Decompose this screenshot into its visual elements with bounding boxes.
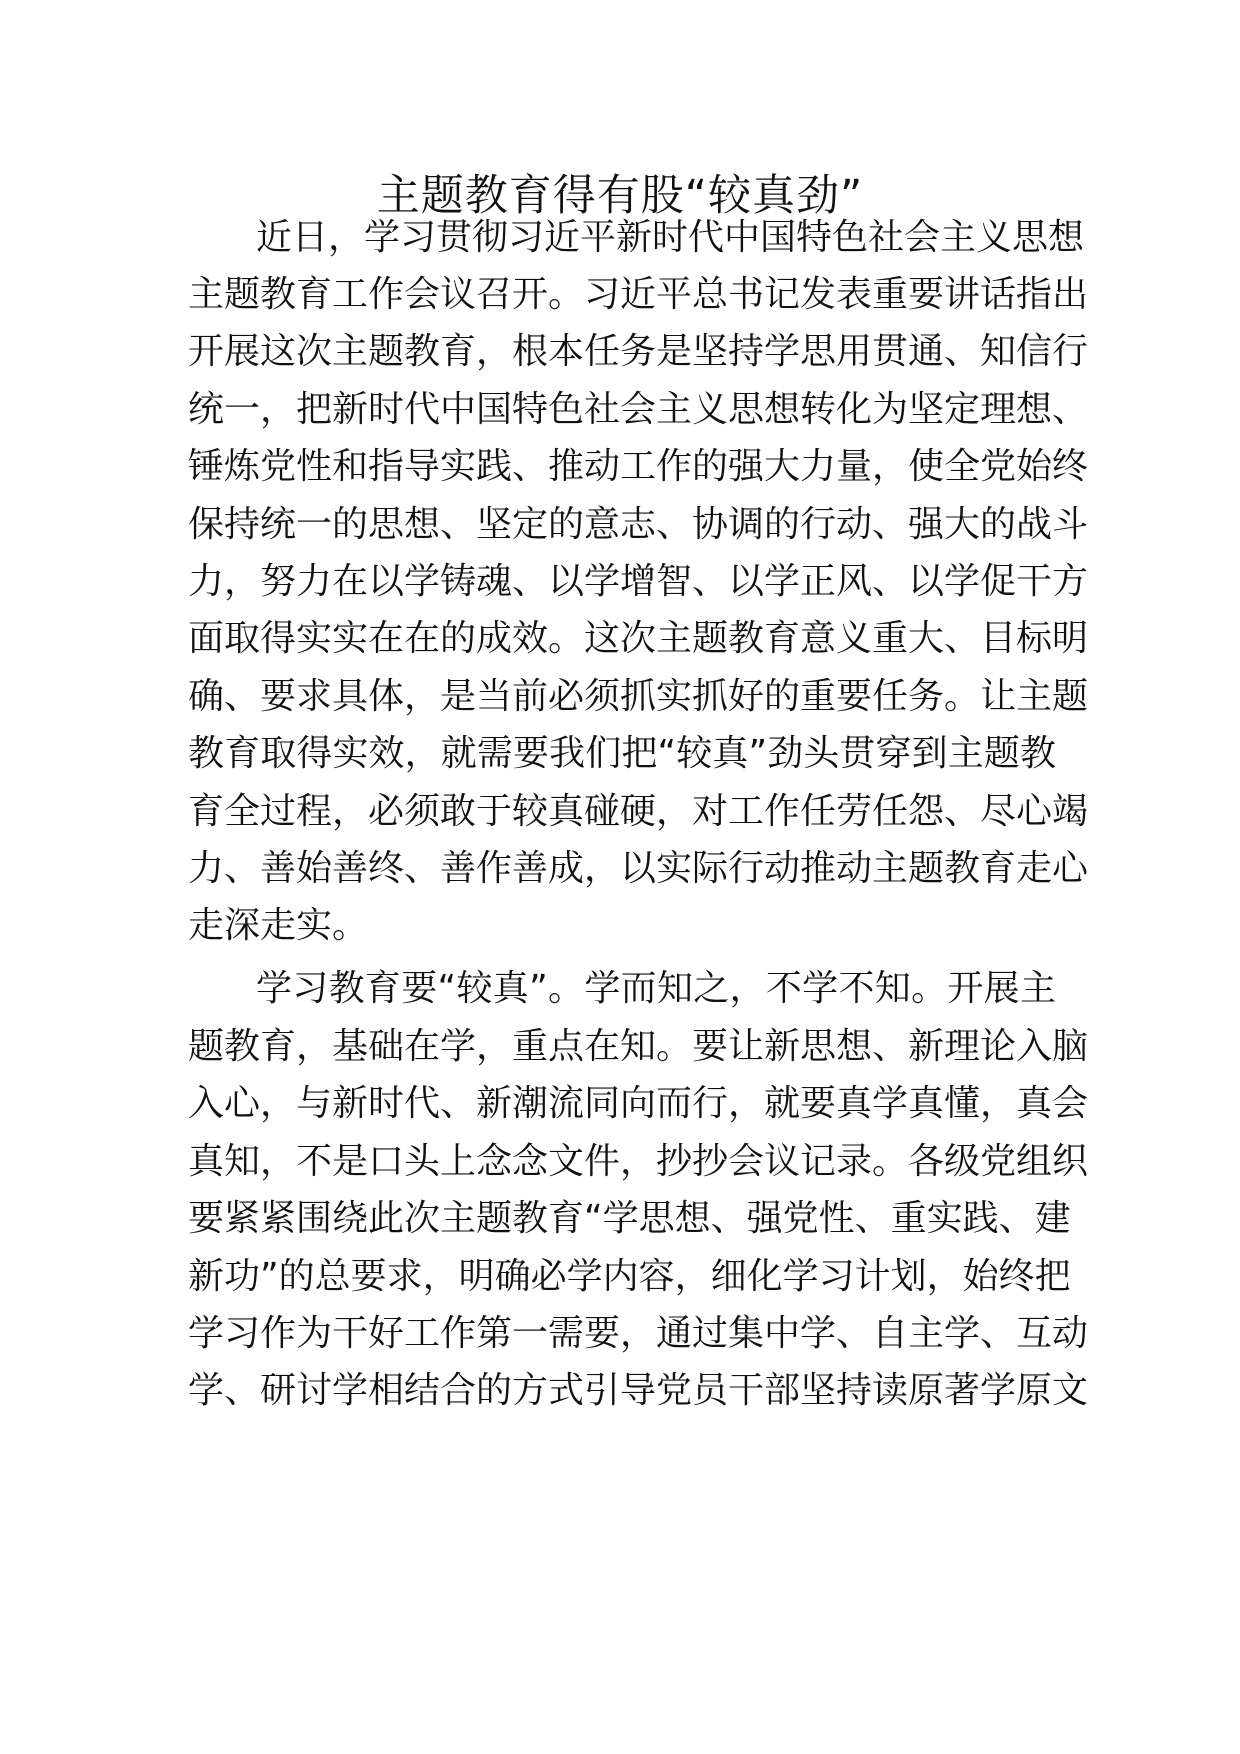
paragraph-line: 力，努力在以学铸魂、以学增智、以学正风、以学促干方 — [188, 561, 1089, 602]
paragraph-line: 学、研讨学相结合的方式引导党员干部坚持读原著学原文 — [188, 1370, 1089, 1411]
paragraph-line: 真知，不是口头上念念文件，抄抄会议记录。各级党组织 — [188, 1141, 1089, 1182]
paragraph-line: 要紧紧围绕此次主题教育“学思想、强党性、重实践、建 — [188, 1198, 1071, 1239]
paragraph-line: 统一，把新时代中国特色社会主义思想转化为坚定理想、 — [188, 389, 1089, 430]
document-title: 主题教育得有股“较真劲” — [376, 171, 864, 221]
paragraph-line: 确、要求具体，是当前必须抓实抓好的重要任务。让主题 — [188, 676, 1089, 717]
paragraph-line: 面取得实实在在的成效。这次主题教育意义重大、目标明 — [188, 618, 1089, 659]
paragraph-line: 走深走实。 — [188, 905, 369, 946]
paragraph-line: 教育取得实效，就需要我们把“较真”劲头贯穿到主题教 — [188, 733, 1056, 774]
paragraph-line: 新功”的总要求，明确必学内容，细化学习计划，始终把 — [188, 1256, 1071, 1297]
paragraph-line: 学习教育要“较真”。学而知之，不学不知。开展主 — [256, 968, 1056, 1009]
paragraph-line: 锤炼党性和指导实践、推动工作的强大力量，使全党始终 — [188, 446, 1089, 487]
paragraph-line: 力、善始善终、善作善成，以实际行动推动主题教育走心 — [188, 848, 1089, 889]
paragraph-line: 入心，与新时代、新潮流同向而行，就要真学真懂，真会 — [188, 1083, 1089, 1124]
paragraph-line: 保持统一的思想、坚定的意志、协调的行动、强大的战斗 — [188, 504, 1089, 545]
paragraph-line: 开展这次主题教育，根本任务是坚持学思用贯通、知信行 — [188, 331, 1089, 372]
paragraph-line: 主题教育工作会议召开。习近平总书记发表重要讲话指出 — [188, 274, 1089, 315]
paragraph-line: 学习作为干好工作第一需要，通过集中学、自主学、互动 — [188, 1313, 1089, 1354]
paragraph-line: 题教育，基础在学，重点在知。要让新思想、新理论入脑 — [188, 1026, 1089, 1067]
paragraph-line: 育全过程，必须敢于较真碰硬，对工作任劳任怨、尽心竭 — [188, 791, 1089, 832]
paragraph-line: 近日，学习贯彻习近平新时代中国特色社会主义思想 — [256, 217, 1085, 258]
